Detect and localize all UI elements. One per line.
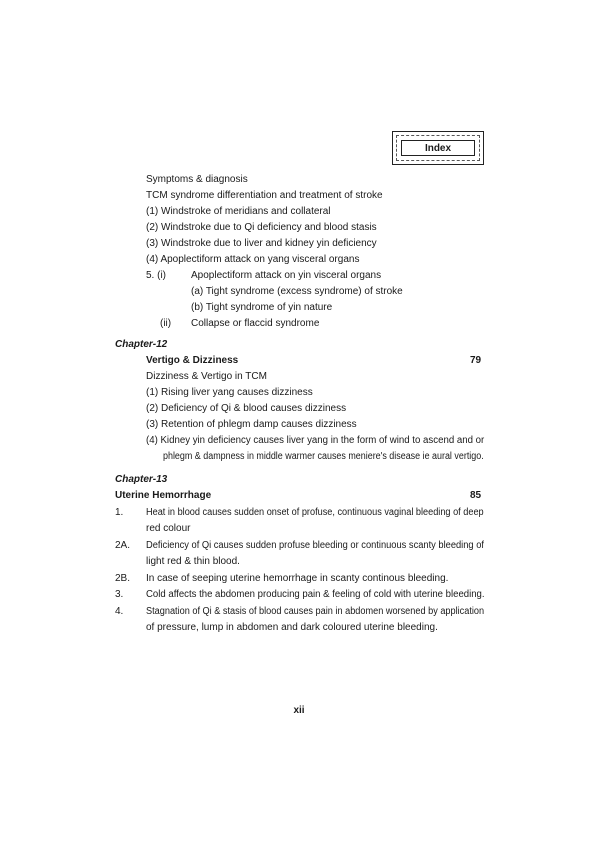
uterine-item-4-line-1: Stagnation of Qi & stasis of blood causes pain in abdomen worsened by application: [146, 606, 485, 617]
uterine-item-2b-number: 2B.: [115, 573, 131, 584]
chapter-12-item-2: (2) Deficiency of Qi & blood causes dizziness: [146, 403, 347, 414]
stroke-item-4: (4) Apoplectiform attack on yang visceral organs: [146, 254, 360, 265]
chapter-12-item-1: (1) Rising liver yang causes dizziness: [146, 387, 313, 398]
stroke-item-2: (2) Windstroke due to Qi deficiency and blood stasis: [146, 222, 377, 233]
uterine-item-2a-line-1: Deficiency of Qi causes sudden profuse bleeding or continuous scanty bleeding of: [146, 540, 484, 551]
chapter-12-label: Chapter-12: [115, 339, 168, 350]
chapter-12-item-4: (4) Kidney yin deficiency causes liver yang in the form of wind to ascend and or: [146, 435, 485, 446]
stroke-item-5b: (b) Tight syndrome of yin nature: [191, 302, 333, 313]
uterine-item-3-number: 3.: [115, 589, 124, 600]
uterine-item-3-line-1: Cold affects the abdomen producing pain & feeling of cold with uterine bleeding.: [146, 589, 485, 600]
chapter-13-label: Chapter-13: [115, 474, 168, 485]
chapter-13-page: 85: [470, 490, 482, 501]
uterine-item-1-line-2: red colour: [146, 523, 191, 534]
index-header-box: [392, 131, 484, 165]
chapter-12-title: Vertigo & Dizziness: [146, 355, 239, 366]
stroke-item-1: (1) Windstroke of meridians and collateral: [146, 206, 331, 217]
stroke-item-5a: (a) Tight syndrome (excess syndrome) of stroke: [191, 286, 403, 297]
symptoms-line: Symptoms & diagnosis: [146, 174, 248, 185]
chapter-12-subtitle: Dizziness & Vertigo in TCM: [146, 371, 267, 382]
chapter-12-item-3: (3) Retention of phlegm damp causes dizziness: [146, 419, 357, 430]
page-number: xii: [293, 705, 305, 716]
uterine-item-4-line-2: of pressure, lump in abdomen and dark coloured uterine bleeding.: [146, 622, 438, 633]
uterine-item-1-line-1: Heat in blood causes sudden onset of profuse, continuous vaginal bleeding of deep: [146, 507, 484, 518]
tcm-stroke-line: TCM syndrome differentiation and treatment of stroke: [146, 190, 383, 201]
stroke-item-3: (3) Windstroke due to liver and kidney yin deficiency: [146, 238, 377, 249]
uterine-item-4-number: 4.: [115, 606, 124, 617]
chapter-13-title: Uterine Hemorrhage: [115, 490, 212, 501]
stroke-item-5ii-text: Collapse or flaccid syndrome: [191, 318, 320, 329]
chapter-12-item-4-continued: phlegm & dampness in middle warmer causes meniere's disease ie aural vertigo.: [163, 451, 484, 462]
uterine-item-2b-line-1: In case of seeping uterine hemorrhage in scanty continous bleeding.: [146, 573, 449, 584]
stroke-item-5-number: 5. (i): [146, 270, 166, 281]
stroke-item-5ii-number: (ii): [160, 318, 172, 329]
index-label: Index: [401, 140, 475, 156]
uterine-item-1-number: 1.: [115, 507, 124, 518]
chapter-12-page: 79: [470, 355, 482, 366]
uterine-item-2a-number: 2A.: [115, 540, 131, 551]
uterine-item-2a-line-2: light red & thin blood.: [146, 556, 240, 567]
stroke-item-5-text: Apoplectiform attack on yin visceral organs: [191, 270, 382, 281]
